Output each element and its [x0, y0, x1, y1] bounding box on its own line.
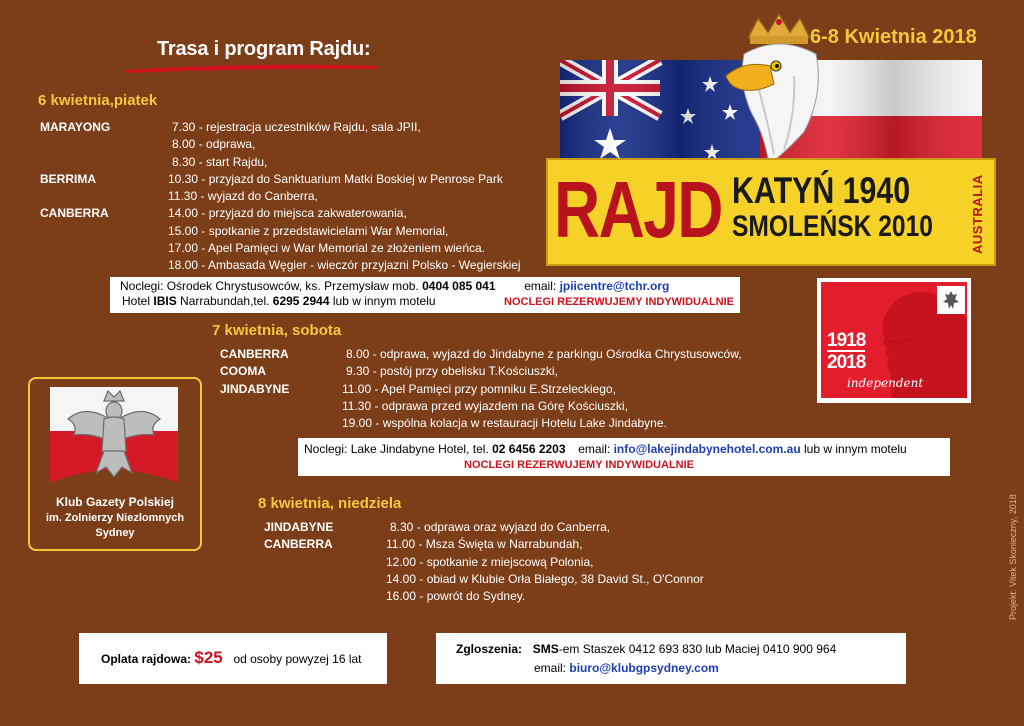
schedule-item: 16.00 - powrót do Sydney. [386, 589, 526, 604]
lodging2-suffix: lub w innym motelu [804, 442, 907, 456]
day1-lodging-box [110, 277, 740, 313]
schedule-row [40, 171, 560, 188]
day2-lodging-box [298, 438, 950, 476]
schedule-item: 11.30 - wyjazd do Canberra, [168, 189, 318, 204]
eagle-icon [724, 14, 834, 164]
day3-heading: 8 kwietnia, niedziela [258, 495, 402, 512]
schedule-place: JINDABYNE [220, 381, 290, 396]
year-2018: 2018 [827, 352, 866, 373]
schedule-item: 11.00 - Apel Pamięci przy pomniku E.Strzeleckiego, [342, 381, 616, 396]
schedule-item: 18.00 - Ambasada Węgier - wieczór przyjazni Polsko - Wegierskiej [168, 258, 521, 273]
day2-schedule [220, 346, 800, 432]
schedule-item: 8.00 - odprawa, wyjazd do Jindabyne z parkingu Ośrodka Chrystusowców, [346, 347, 742, 361]
schedule-row [264, 571, 784, 588]
club-name: Klub Gazety Polskiej [55, 495, 175, 509]
page-title: Trasa i program Rajdu: [157, 38, 371, 60]
day3-schedule [264, 519, 784, 605]
schedule-item: 8.00 - odprawa, [172, 137, 256, 152]
schedule-item: 17.00 - Apel Pamięci w War Memorial ze złożeniem wieńca. [168, 241, 486, 256]
independence-graphic [817, 278, 971, 403]
schedule-place: BERRIMA [40, 171, 96, 186]
schedule-row [264, 554, 784, 571]
schedule-item: 19.00 - wspólna kolacja w restauracji Hotelu Lake Jindabyne. [342, 416, 667, 431]
schedule-row [264, 588, 784, 605]
schedule-row [40, 223, 560, 240]
lodging1-phone: 0404 085 041 [422, 279, 496, 293]
day2-heading: 7 kwietnia, sobota [212, 322, 342, 339]
schedule-row [40, 119, 560, 136]
lodging1-hotel-phone: 6295 2944 [272, 294, 330, 308]
schedule-place: COOMA [220, 364, 266, 379]
lodging1-note: NOCLEGI REZERWUJEMY INDYWIDUALNIE [504, 296, 734, 308]
schedule-row [220, 346, 800, 363]
event-date: 6-8 Kwietnia 2018 [810, 26, 977, 48]
lodging2-note: NOCLEGI REZERWUJEMY INDYWIDUALNIE [464, 459, 694, 471]
smolensk-line: SMOLEŃSK 2010 [732, 210, 933, 243]
australia-vertical: AUSTRALIA [970, 174, 985, 254]
schedule-row [40, 257, 560, 274]
schedule-item: 11.30 - odprawa przed wyjazdem na Górę Kościuszki, [342, 398, 628, 413]
schedule-item: 10.30 - przyjazd do Sanktuarium Matki Boskiej w Penrose Park [168, 171, 503, 186]
schedule-row [40, 136, 560, 153]
schedule-item: 11.00 - Msza Święta w Narrabundah, [386, 537, 583, 552]
title-underline [122, 63, 380, 73]
day1-schedule [40, 119, 560, 275]
lodging1-email-link[interactable]: jpiicentre@tchr.org [559, 279, 670, 293]
fee-amount: $25 [194, 648, 223, 667]
club-patron: im. Zolnierzy Niezlomnych [45, 512, 185, 524]
lodging2-phone: 02 6456 2203 [492, 442, 566, 456]
sms-label: SMS [532, 642, 559, 656]
schedule-row [220, 363, 800, 380]
schedule-item: 9.30 - postój przy obelisku T.Kościuszki, [346, 364, 558, 379]
schedule-row [40, 154, 560, 171]
schedule-row [40, 188, 560, 205]
schedule-item: 12.00 - spotkanie z miejscową Polonia, [386, 554, 594, 569]
schedule-place: CANBERRA [40, 206, 109, 221]
schedule-place: CANBERRA [220, 347, 289, 361]
fee-suffix: od osoby powyzej 16 lat [233, 652, 362, 666]
registration-box [436, 633, 906, 684]
lodging1-email-label: email: [524, 279, 557, 293]
schedule-item: 7.30 - rejestracja uczestników Rajdu, sala JPII, [172, 120, 421, 134]
white-eagle-emblem-icon [937, 286, 965, 314]
schedule-place: CANBERRA [264, 537, 333, 552]
lodging1-hotel-prefix: Hotel [122, 294, 151, 308]
lodging2-text: Noclegi: Lake Jindabyne Hotel, tel. [304, 442, 489, 456]
lodging1-text: Noclegi: Ośrodek Chrystusowców, ks. Przemysław mob. [120, 279, 419, 293]
lodging1-hotel-suffix: lub w innym motelu [332, 294, 436, 308]
year-1918: 1918 [827, 330, 866, 351]
registration-email-link[interactable]: biuro@klubgpsydney.com [569, 661, 719, 675]
schedule-item: 8.30 - start Rajdu, [172, 154, 268, 169]
schedule-item: 14.00 - obiad w Klubie Orła Białego, 38 David St., O'Connor [386, 571, 704, 586]
fee-label: Oplata rajdowa: [101, 652, 192, 666]
schedule-row [220, 398, 800, 415]
lodging1-hotel-name: IBIS [153, 294, 177, 308]
schedule-place: JINDABYNE [264, 520, 334, 534]
schedule-row [220, 381, 800, 398]
katyn-line: KATYŃ 1940 [732, 170, 911, 211]
lodging2-email-label: email: [578, 442, 611, 456]
polish-eagle-icon [44, 387, 184, 487]
schedule-row [40, 205, 560, 222]
designer-credit: Projekt: Vitek Skonieczny, 2018 [1008, 494, 1018, 620]
club-city: Sydney [95, 527, 135, 539]
schedule-item: 8.30 - odprawa oraz wyjazd do Canberra, [390, 520, 611, 534]
fee-box [79, 633, 387, 684]
rally-banner [546, 14, 1006, 270]
schedule-item: 14.00 - przyjazd do miejsca zakwaterowania, [168, 206, 407, 221]
schedule-row [264, 519, 784, 536]
registration-label: Zgloszenia: [456, 642, 523, 656]
rajd-word: RAJD [554, 165, 722, 254]
club-badge [28, 377, 202, 551]
schedule-item: 15.00 - spotkanie z przedstawicielami War Memorial, [168, 223, 449, 238]
schedule-place: MARAYONG [40, 120, 111, 134]
day1-heading: 6 kwietnia,piatek [38, 92, 158, 109]
lodging1-hotel-text: Narrabundah,tel. [180, 294, 270, 308]
schedule-row [40, 240, 560, 257]
sms-contacts: -em Staszek 0412 693 830 lub Maciej 0410 900 964 [558, 642, 837, 656]
schedule-row [264, 536, 784, 553]
registration-email-label: email: [534, 661, 567, 675]
independent-script: independent [847, 376, 924, 390]
schedule-row [220, 415, 800, 432]
lodging2-email-link[interactable]: info@lakejindabynehotel.com.au [613, 442, 801, 456]
